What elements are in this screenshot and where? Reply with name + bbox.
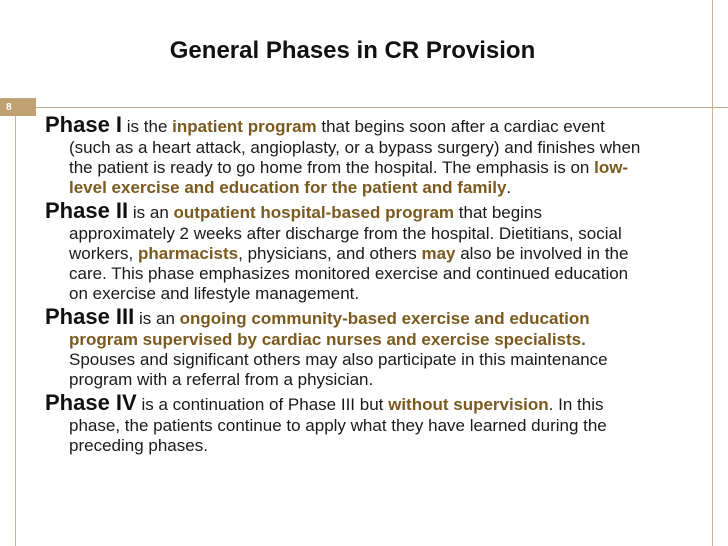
phase-line (69, 178, 695, 198)
header-rule (36, 107, 728, 108)
phase-text: is an (128, 203, 174, 222)
phase-name: Phase II (45, 198, 129, 223)
right-border-line (712, 0, 713, 546)
phase-highlight: outpatient hospital-based program (173, 203, 455, 222)
phase-text: . (506, 178, 512, 197)
phase-heading (45, 306, 695, 330)
phase-text: that begins soon after a cardiac event (316, 117, 605, 136)
phase-name: Phase IV (45, 390, 137, 415)
slide-number: 8 (6, 102, 12, 113)
phase-text: the patient is ready to go home from the hospital. The emphasis is on (69, 158, 595, 177)
phase-text: is the (122, 117, 173, 136)
phase-line: Spouses and significant others may also participate in this maintenance (69, 350, 608, 369)
slide-title: General Phases in CR Provision (169, 37, 536, 64)
phase-highlight: ongoing community-based exercise and education (179, 309, 590, 328)
phase-item-4 (45, 392, 695, 456)
phase-item-2 (45, 200, 695, 304)
phase-body (45, 330, 695, 390)
phase-body (45, 138, 695, 198)
phase-body (45, 224, 695, 304)
phase-line: (such as a heart attack, angioplasty, or a bypass surgery) and finishes when (69, 138, 641, 157)
phase-text: also be involved in the (455, 244, 629, 263)
phase-highlight: inpatient program (172, 117, 317, 136)
phase-highlight: low- (594, 158, 629, 177)
phase-line: program supervised by cardiac nurses and exercise specialists. (69, 330, 586, 349)
phase-line: care. This phase emphasizes monitored exercise and continued education (69, 264, 629, 283)
phase-line: program with a referral from a physician. (69, 370, 374, 389)
phase-line: preceding phases. (69, 436, 208, 455)
phase-highlight: pharmacists (137, 244, 239, 263)
phase-text: . In this (548, 395, 604, 414)
phase-highlight: without supervision (388, 395, 549, 414)
left-border-line (15, 116, 16, 546)
phase-line: phase, the patients continue to apply what they have learned during the (69, 416, 607, 435)
phase-body (45, 416, 695, 456)
slide-number-badge (0, 99, 36, 116)
phase-item-3 (45, 306, 695, 390)
phase-text: workers, (69, 244, 138, 263)
phase-text: , physicians, and others (238, 244, 422, 263)
phase-line: on exercise and lifestyle management. (69, 284, 360, 303)
phase-line: approximately 2 weeks after discharge from the hospital. Dietitians, social (69, 224, 622, 243)
phase-name: Phase I (45, 112, 123, 137)
phase-item-1 (45, 114, 695, 198)
phase-heading (45, 200, 695, 224)
phase-line (69, 158, 695, 178)
phase-text: that begins (454, 203, 542, 222)
phase-list (45, 114, 695, 458)
phase-text: is an (134, 309, 180, 328)
phase-name: Phase III (45, 304, 135, 329)
phase-heading (45, 114, 695, 138)
phase-highlight: may (421, 244, 456, 263)
phase-heading (45, 392, 695, 416)
phase-line (69, 244, 695, 264)
phase-text: is a continuation of Phase III but (136, 395, 389, 414)
phase-highlight: level exercise and education for the patient and family (69, 178, 507, 197)
